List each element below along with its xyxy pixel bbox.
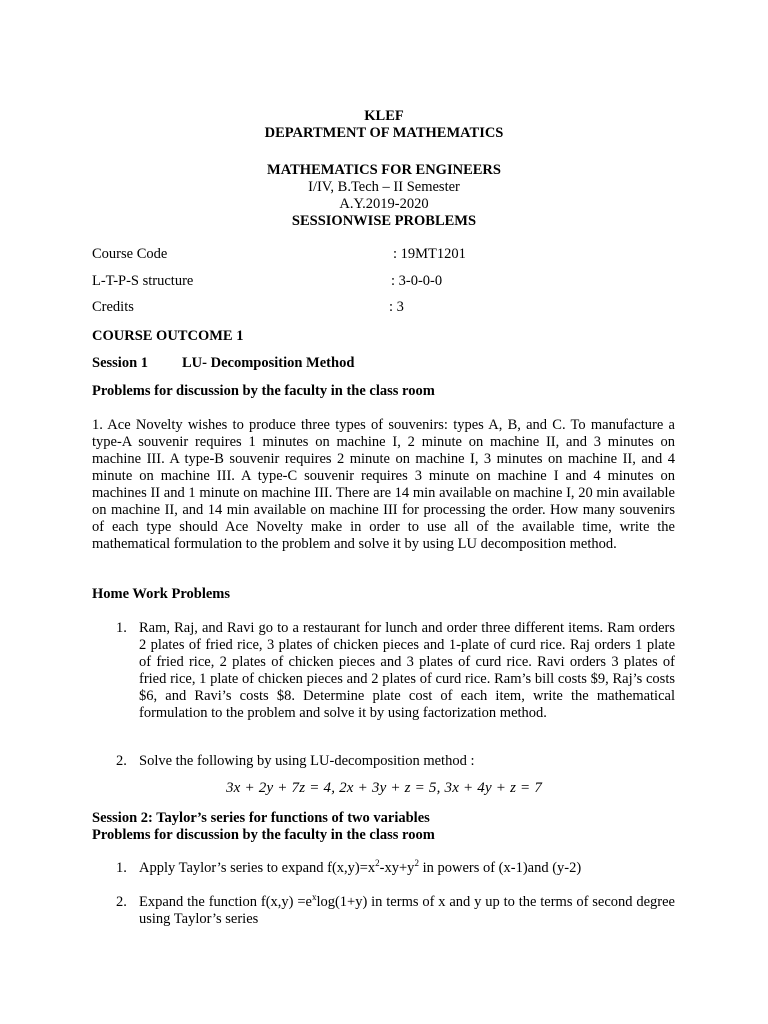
- problem-2-prefix: Expand the function f(x,y) =e: [139, 894, 312, 910]
- credits-value: : 3: [389, 299, 404, 315]
- session2-problem-2-number: 2.: [116, 894, 127, 910]
- ltps-value: : 3-0-0-0: [391, 273, 443, 289]
- session1-label: Session 1: [92, 355, 149, 371]
- homework-heading: Home Work Problems: [92, 586, 231, 602]
- course-title: MATHEMATICS FOR ENGINEERS: [267, 162, 501, 178]
- homework-2-number: 2.: [116, 753, 127, 769]
- problem-1-mid: -xy+y: [379, 860, 415, 876]
- program-line: I/IV, B.Tech – II Semester: [308, 179, 460, 195]
- session1-discussion-heading: Problems for discussion by the faculty in the class room: [92, 383, 435, 399]
- course-outcome-heading: COURSE OUTCOME 1: [92, 328, 244, 344]
- problem-2-exponent: x: [311, 892, 317, 903]
- homework-2-text: Solve the following by using LU-decomposition method :: [139, 753, 475, 769]
- problem-1-exponent-2: 2: [414, 858, 419, 869]
- problem-1-prefix: Apply Taylor’s series to expand f(x,y)=x: [139, 860, 376, 876]
- discussion-problem-1: 1. Ace Novelty wishes to produce three types of souvenirs: types A, B, and C. To manufacture a type-A souvenir requires 1 minutes on machine I, 2 minute on machine II, and 3 minutes on machine III. A type-B souvenir requires 2 minute on machine I, 3 minutes on machine II, and 4 minute on machine III. A type-C souvenir requires 3 minute on machine I and 4 minutes on machines II and 1 minute on machine III. There are 14 min available on machine I, 20 min available on machine II, and 14 min available on machine III for processing the order. How many souvenirs of each type should Ace Novelty make in order to use all of the available time, write the mathematical formulation to the problem and solve it by using LU decomposition method.: [92, 417, 675, 552]
- linear-system-equation: 3x + 2y + 7z = 4, 2x + 3y + z = 5, 3x + 4y + z = 7: [225, 780, 543, 796]
- session2-problem-2: [139, 894, 675, 928]
- homework-1-number: 1.: [116, 620, 127, 636]
- problem-1-suffix: in powers of (x-1)and (y-2): [418, 860, 582, 876]
- ltps-label: L-T-P-S structure: [92, 273, 194, 289]
- problem-2-suffix: log(1+y) in terms of x and y up to the terms of second degree using Taylor’s series: [139, 894, 675, 927]
- credits-label: Credits: [92, 299, 134, 315]
- problem-1-exponent-1: 2: [375, 858, 380, 869]
- session2-discussion-heading: Problems for discussion by the faculty in the class room: [92, 827, 435, 843]
- session2-problem-1: [139, 860, 675, 877]
- academic-year: A.Y.2019-2020: [339, 196, 429, 212]
- session2-problem-1-number: 1.: [116, 860, 127, 876]
- course-code-value: : 19MT1201: [393, 246, 466, 262]
- session1-title: LU- Decomposition Method: [182, 355, 355, 371]
- session2-title: Session 2: Taylor’s series for functions of two variables: [92, 810, 430, 826]
- course-code-label: Course Code: [92, 246, 168, 262]
- department-name: DEPARTMENT OF MATHEMATICS: [264, 125, 504, 141]
- document-title: SESSIONWISE PROBLEMS: [291, 213, 477, 229]
- homework-1-text: Ram, Raj, and Ravi go to a restaurant for lunch and order three different items. Ram orders 2 plates of fried rice, 3 plates of chicken pieces and 1-plate of curd rice. Raj orders 1 plate of fried rice, 2 plates of chicken pieces and 3 plates of curd rice. Ravi orders 3 plates of fried rice, 1 plate of chicken pieces and 2 plates of curd rice. Ram’s bill costs $9, Raj’s costs $6, and Ravi’s costs $8. Determine plate cost of each item, write the mathematical formulation to the problem and solve it by using factorization method.: [139, 620, 675, 721]
- institution-name: KLEF: [364, 108, 404, 124]
